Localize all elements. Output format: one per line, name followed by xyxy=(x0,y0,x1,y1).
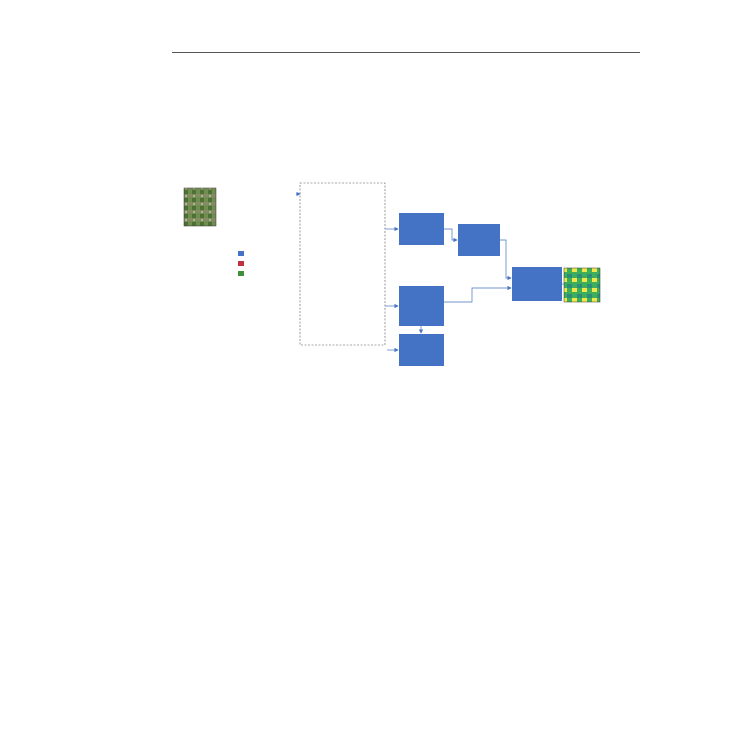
blob-detection-box xyxy=(399,213,444,245)
remove-pixels-box xyxy=(399,334,444,366)
legend xyxy=(238,251,244,276)
architecture-figure xyxy=(172,178,612,398)
architecture-diagram xyxy=(172,178,612,398)
input-image xyxy=(184,188,216,226)
figure-caption xyxy=(172,407,184,421)
output-image xyxy=(564,268,600,302)
header-rule xyxy=(172,52,640,53)
grow-pixels-box xyxy=(458,224,500,256)
section-heading xyxy=(172,593,186,615)
individual-networks-box xyxy=(300,183,385,345)
find-pixels-box xyxy=(399,286,444,326)
degridding-box xyxy=(512,267,562,301)
